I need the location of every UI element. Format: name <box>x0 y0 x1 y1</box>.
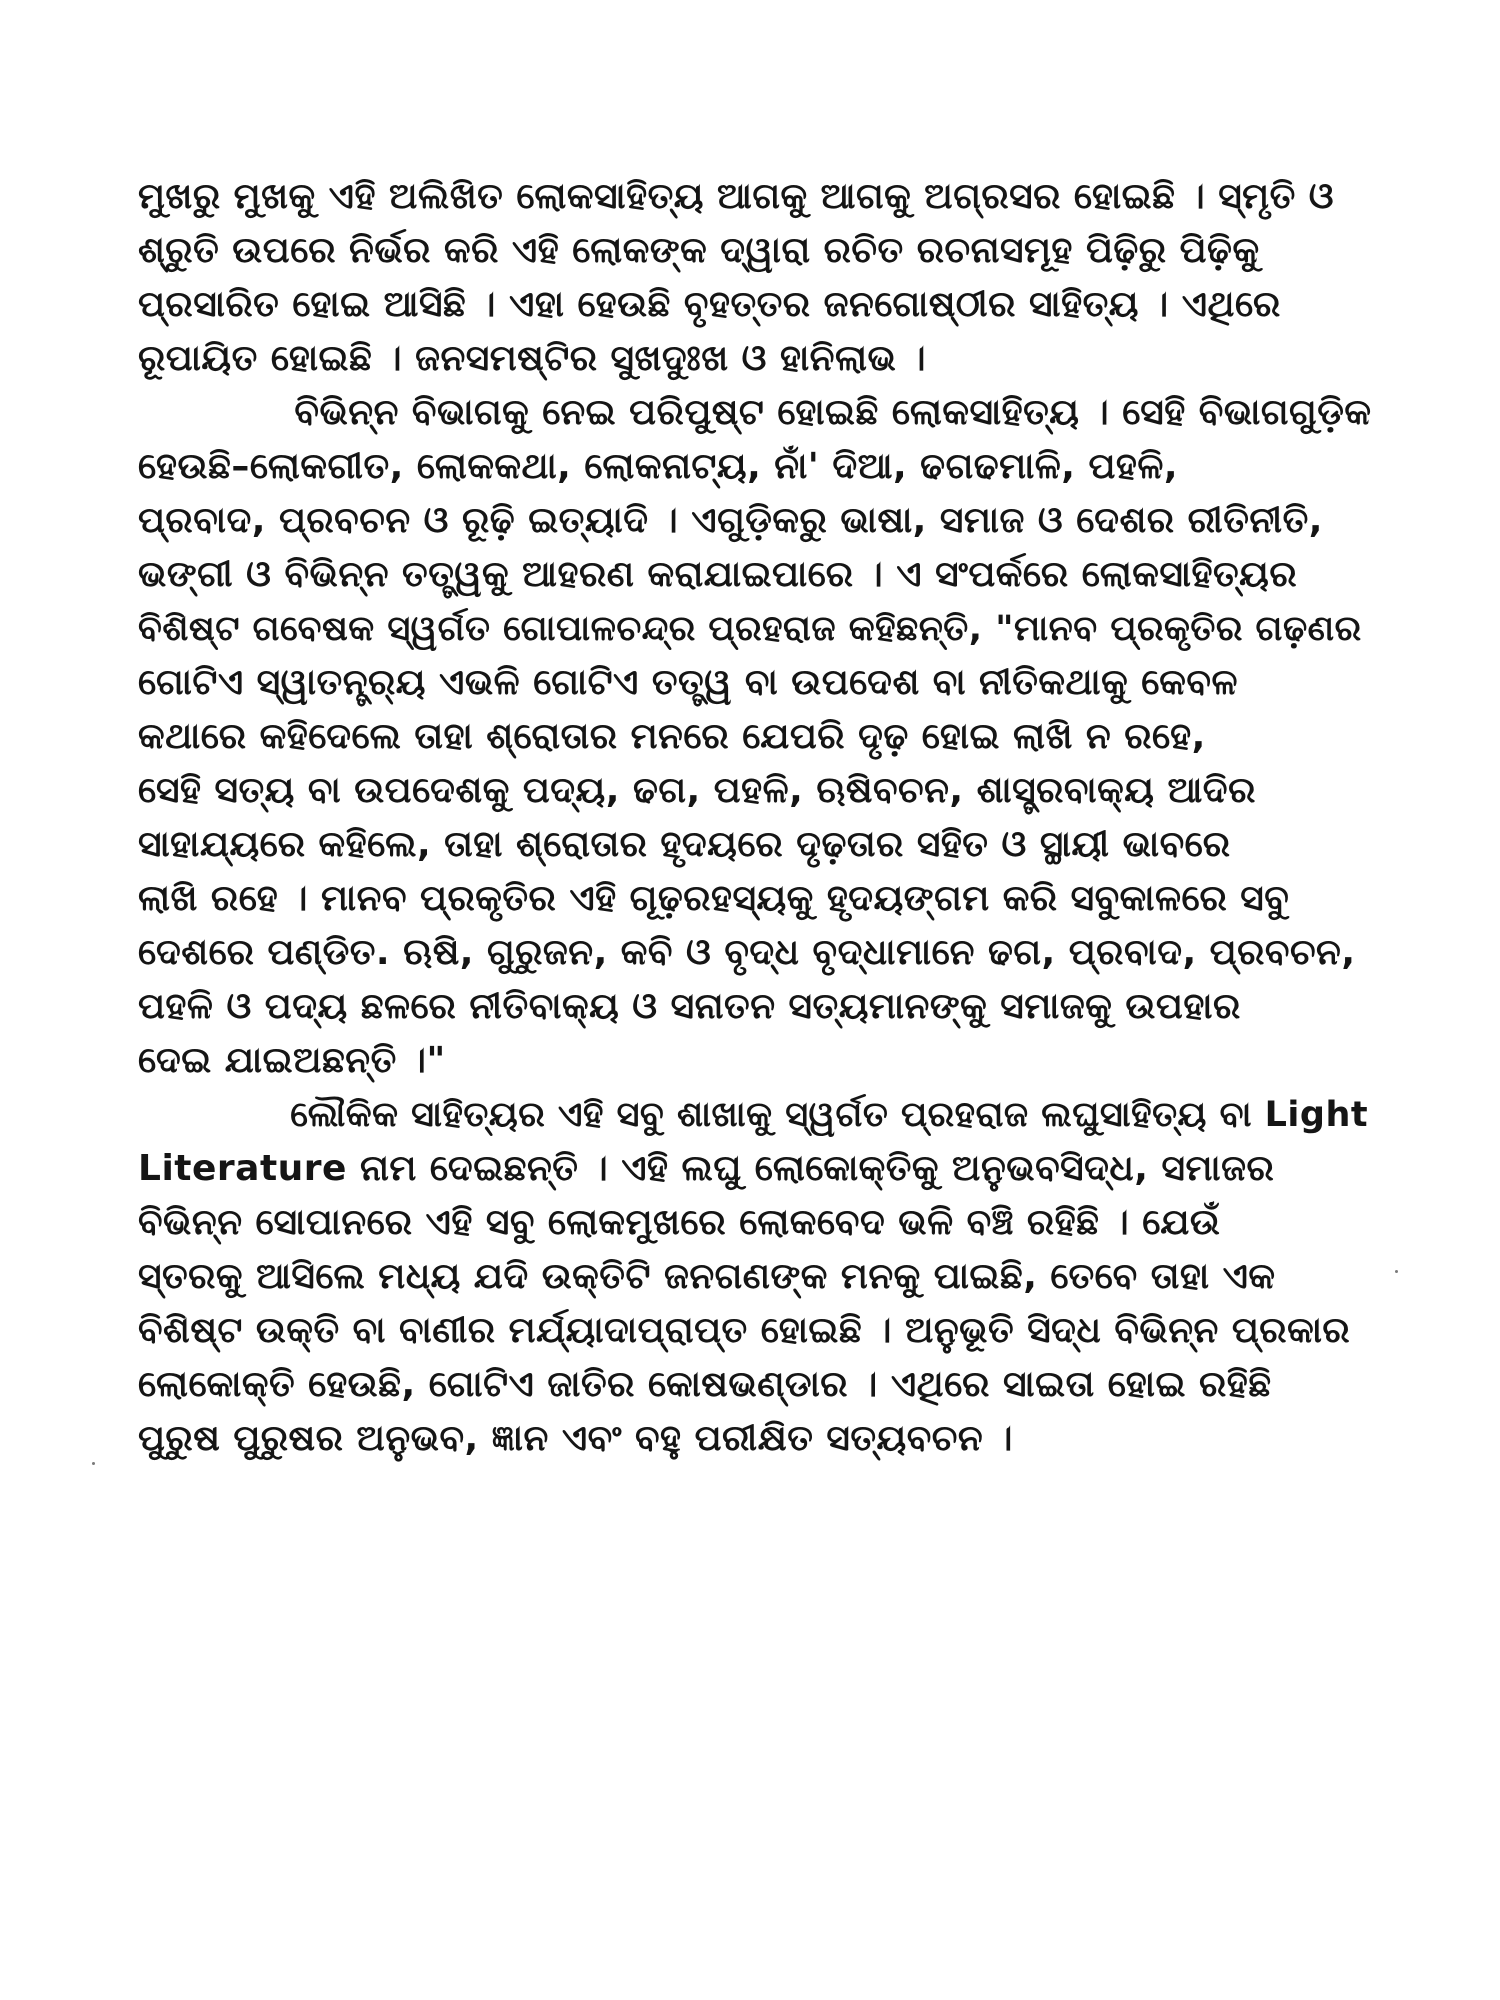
text-line: ଗୋଟିଏ ସ୍ୱାତନ୍ତ୍ର୍ୟ ଏଭଳି ଗୋଟିଏ ତତ୍ତ୍ୱ ବା ଉପଦେଶ ବା ନୀତିକଥାକୁ କେବଳ <box>138 662 1238 703</box>
text-line: ବିଶିଷ୍ଟ ଉକ୍ତି ବା ବାଣୀର ମର୍ଯ୍ୟାଦାପ୍ରାପ୍ତ ହୋଇଛି । ଅନୁଭୂତି ସିଦ୍ଧ ବିଭିନ୍ନ ପ୍ରକାର <box>138 1310 1351 1351</box>
text-line: ହେଉଛି–ଲୋକଗୀତ, ଲୋକକଥା, ଲୋକନାଟ୍ୟ, ନାଁ' ଦିଆ, ଢଗଢମାଳି, ପହଳି, <box>138 446 1179 487</box>
text-line: ଲାଖି ରହେ । ମାନବ ପ୍ରକୃତିର ଏହି ଗୂଢ଼ରହସ୍ୟକୁ ହୃଦୟଙ୍ଗମ କରି ସବୁକାଳରେ ସବୁ <box>138 878 1290 919</box>
text-line: ସାହାଯ୍ୟରେ କହିଲେ, ତାହା ଶ୍ରୋତାର ହୃଦୟରେ ଦୃଢ଼ତାର ସହିତ ଓ ସ୍ଥାୟୀ ଭାବରେ <box>138 824 1231 865</box>
scan-speck <box>1395 1270 1398 1273</box>
text-line: ପହଳି ଓ ପଦ୍ୟ ଛଳରେ ନୀତିବାକ୍ୟ ଓ ସନାତନ ସତ୍ୟମାନଙ୍କୁ ସମାଜକୁ ଉପହାର <box>138 986 1241 1027</box>
text-line: ସ୍ତରକୁ ଆସିଲେ ମଧ୍ୟ ଯଦି ଉକ୍ତିଟି ଜନଗଣଙ୍କ ମନକୁ ପାଇଛି, ତେବେ ତାହା ଏକ <box>138 1256 1276 1297</box>
text-line: ଦେଇ ଯାଇଅଛନ୍ତି ।" <box>138 1040 446 1081</box>
text-line: ପ୍ରବାଦ, ପ୍ରବଚନ ଓ ରୂଢ଼ି ଇତ୍ୟାଦି । ଏଗୁଡ଼ିକରୁ ଭାଷା, ସମାଜ ଓ ଦେଶର ରୀତିନୀତି, <box>138 500 1323 541</box>
text-line: ବିଭିନ୍ନ ବିଭାଗକୁ ନେଇ ପରିପୁଷ୍ଟ ହୋଇଛି ଲୋକସାହିତ୍ୟ । ସେହି ବିଭାଗଗୁଡ଼ିକ <box>138 392 1372 433</box>
text-line: ବିଶିଷ୍ଟ ଗବେଷକ ସ୍ୱର୍ଗତ ଗୋପାଳଚନ୍ଦ୍ର ପ୍ରହରାଜ କହିଛନ୍ତି, "ମାନବ ପ୍ରକୃତିର ଗଢ଼ଣର <box>138 609 1362 649</box>
text-line: ଲୋକୋକ୍ତି ହେଉଛି, ଗୋଟିଏ ଜାତିର କୋଷଭଣ୍ଡାର । ଏଥିରେ ସାଇତା ହୋଇ ରହିଛି <box>138 1364 1272 1405</box>
text-line: ପୁରୁଷ ପୁରୁଷର ଅନୁଭବ, ଜ୍ଞାନ ଏବଂ ବହୁ ପରୀକ୍ଷିତ ସତ୍ୟବଚନ । <box>138 1418 1013 1459</box>
text-line: ମୁଖରୁ ମୁଖକୁ ଏହି ଅଲିଖିତ ଲୋକସାହିତ୍ୟ ଆଗକୁ ଆଗକୁ ଅଗ୍ରସର ହୋଇଛି । ସ୍ମୃତି ଓ <box>138 176 1335 217</box>
scan-speck <box>92 1462 95 1465</box>
text-line: ରୂପାୟିତ ହୋଇଛି । ଜନସମଷ୍ଟିର ସୁଖଦୁଃଖ ଓ ହାନିଲାଭ । <box>138 338 927 379</box>
text-line: ଲୌକିକ ସାହିତ୍ୟର ଏହି ସବୁ ଶାଖାକୁ ସ୍ୱର୍ଗତ ପ୍ରହରାଜ ଲଘୁସାହିତ୍ୟ ବା Light <box>138 1095 1369 1135</box>
text-line: ଭଙ୍ଗୀ ଓ ବିଭିନ୍ନ ତତ୍ତ୍ୱକୁ ଆହରଣ କରାଯାଇପାରେ । ଏ ସଂପର୍କରେ ଲୋକସାହିତ୍ୟର <box>138 554 1298 595</box>
text-line: ପ୍ରସାରିତ ହୋଇ ଆସିଛି । ଏହା ହେଉଛି ବୃହତ୍ତର ଜନଗୋଷ୍ଠୀର ସାହିତ୍ୟ । ଏଥିରେ <box>138 284 1281 325</box>
text-line: ଶ୍ରୁତି ଉପରେ ନିର୍ଭର କରି ଏହି ଲୋକଙ୍କ ଦ୍ୱାରା ରଚିତ ରଚନାସମୂହ ପିଢ଼ିରୁ ପିଢ଼ିକୁ <box>138 230 1260 271</box>
text-line: ବିଭିନ୍ନ ସୋପାନରେ ଏହି ସବୁ ଲୋକମୁଖରେ ଲୋକବେଦ ଭଳି ବଞ୍ଚି ରହିଛି । ଯେଉଁ <box>138 1202 1221 1243</box>
text-line: କଥାରେ କହିଦେଲେ ତାହା ଶ୍ରୋତାର ମନରେ ଯେପରି ଦୃଢ଼ ହୋଇ ଲାଖି ନ ରହେ, <box>138 716 1206 757</box>
text-line: ଦେଶରେ ପଣ୍ଡିତ. ଋଷି, ଗୁରୁଜନ, କବି ଓ ବୃଦ୍ଧ ବୃଦ୍ଧାମାନେ ଢଗ, ପ୍ରବାଦ, ପ୍ରବଚନ, <box>138 932 1356 973</box>
text-line: ସେହି ସତ୍ୟ ବା ଉପଦେଶକୁ ପଦ୍ୟ, ଢଗ, ପହଳି, ଋଷିବଚନ, ଶାସ୍ତ୍ରବାକ୍ୟ ଆଦିର <box>138 770 1256 811</box>
body-text <box>138 170 1378 1466</box>
text-line: Literature ନାମ ଦେଇଛନ୍ତି । ଏହି ଲଘୁ ଲୋକୋକ୍ତିକୁ ଅନୁଭବସିଦ୍ଧ, ସମାଜର <box>138 1148 1275 1189</box>
